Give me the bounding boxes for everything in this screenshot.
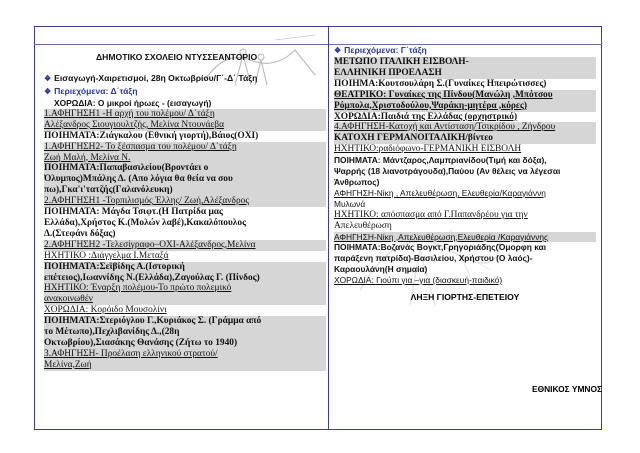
program-line: ΠΟΙΗΜΑΤΑ:Σεϊβίδης Α.(Ιστορική: [44, 262, 326, 273]
program-line: ΜΕΤΩΠΟ ΙΤΑΛΙΚΗ ΕΙΣΒΟΛΗ-: [334, 57, 596, 68]
program-line: ΕΛΛΗΝΙΚΗ ΠΡΟΕΛΑΣΗ: [334, 68, 596, 79]
program-line: το Μέτωπο),Πεχλιβανίδης Δ.,(28η: [44, 327, 326, 338]
program-line: ΗΧΗΤΙΚΟ: Έναρξη πολέμου-Το πρώτο πολεμικό: [44, 283, 326, 294]
program-line: ΗΧΗΤΙΚΟ:ραδιόφωνο-ΓΕΡΜΑΝΙΚΗ ΕΙΣΒΟΛΗ: [334, 144, 522, 155]
intro-bullet: ❖ Εισαγωγή-Χαιρετισμοί, 28η Οκτωβρίου/Γ΄-Δ΄ Τάξη: [44, 73, 258, 83]
program-line: 2.ΑΦΗΓΗΣΗ2 -Τελεσίγραφο–ΟΧΙ-Αλέξανδρος,Μελίνα: [44, 240, 326, 251]
right-column: [334, 44, 596, 302]
diamond-bullet-icon: ❖: [44, 87, 52, 96]
end-title: ΛΗΞΗ ΓΙΟΡΤΗΣ-ΕΠΕΤΕΙΟΥ: [410, 292, 520, 303]
program-line: παράξενη πατρίδα)-Βασιλείου, Χρήστου (Ο λαός)-: [334, 253, 533, 264]
program-line: ΧΟΡΩΔΙΑ: Ο μικροί ήρωες - (εισαγωγή): [54, 98, 212, 108]
program-line: 2.ΑΦΗΓΗΣΗ1 -Τορπιλισμός Έλλης/ Ζωή,Αλέξανδρος: [44, 196, 326, 207]
program-line: ανακοινωθέν: [44, 294, 326, 305]
contents-d-bullet: ❖ Περιεχόμενα: Δ΄τάξη: [44, 86, 138, 96]
program-line: Μυλωνά: [334, 198, 366, 209]
contents-c-bullet: ❖ Περιεχόμενα: Γ΄τάξη: [334, 45, 427, 55]
school-title: ΔΗΜΟΤΙΚΟ ΣΧΟΛΕΙΟ ΝΤΥΣΣΕΑΝΤΟΡΙΟ: [96, 52, 258, 62]
diamond-bullet-icon: ❖: [44, 74, 52, 83]
diamond-bullet-icon: ❖: [334, 46, 342, 55]
program-line: ΠΟΙΗΜΑΤΑ:Στεριόγλου Γ.,Κυριάκος Σ. (Γράμμα από: [44, 316, 326, 327]
program-line: Όλυμπος)Μπάλης Δ. (Απο λόγια θα θεία να σου: [44, 174, 326, 185]
program-line: Οκτωβρίου),Σιασάκης Θανάσης (Ζήτω το 1940): [44, 338, 326, 349]
left-column: [44, 72, 326, 371]
program-line: ΠΟΙΗΜΑΤΑ: Μάγδα Τσιφτ.(Η Πατρίδα μας: [44, 207, 223, 218]
national-anthem: ΕΘΝΙΚΟΣ ΥΜΝΟΣ: [532, 384, 603, 394]
program-line: 3.ΑΦΗΓΗΣΗ- Προέλαση ελληνικού στρατού/: [44, 349, 326, 360]
left-program-list: [44, 98, 326, 371]
program-line: ΘΕΑΤΡΙΚΟ: Γυναίκες της Πίνδου(Μανώλη ,Μπότσου: [334, 90, 596, 101]
program-line: πω),Γκα'ι'τατζής(Γαλανόλευκη): [44, 185, 326, 196]
program-line: Καραουλάνη(Η σημαία): [334, 264, 428, 275]
program-line: Αλέξανδρος Σιουγιουλτζής, Μελίνα Ντουνάεβα: [44, 120, 326, 131]
program-line: 4.ΑΦΗΓΗΣΗ-Κατοχή και Αντίσταση/Τσικρίδου , Ζήνδρου: [334, 122, 596, 133]
program-line: ΧΟΡΩΔΙΑ: Κορόιδο Μουσολίνι: [44, 305, 167, 316]
program-line: ΗΧΗΤΙΚΟ :Διάγγελμα Ι.Μεταξά: [44, 250, 169, 261]
program-line: ΠΟΙΗΜΑΤΑ:Παπαβασιλείου(Βροντάει ο: [44, 163, 326, 174]
program-line: ΚΑΤΟΧΗ ΓΕΡΜΑΝΟΙΤΑΛΙΚΗ/βίντεο: [334, 133, 596, 144]
right-program-list: [334, 57, 596, 286]
column-divider: [328, 26, 329, 430]
program-line: ΠΟΙΗΜΑ:Κουτσουλάρη Σ.(Γυναίκες Ηπειρώτισσες): [334, 78, 547, 89]
program-line: Ψαρρής (18 λιανοτράγουδα),Παύου (Αν θέλεις να λέγεσαι: [334, 166, 561, 177]
program-line: Ρόμπολα,Χριστοδούλου,Ψαράκη-μητέρα ,κόρες): [334, 101, 596, 112]
program-line: ΠΟΙΗΜΑΤΑ:Ζιάγκαλου (Εθνική γιορτή),Βάιος(ΟΧΙ): [44, 130, 259, 141]
program-line: επέτειος),Ιωαννίδης Ν.(Ελλάδα),Ζαγούλας Γ. (Πίνδος): [44, 273, 326, 284]
program-line: Άνθρωπος): [334, 176, 380, 187]
program-line: Ζωή Μαλή, Μελίνα Ν.: [44, 153, 326, 164]
program-line: Δ.(Στεφάνι δόξας): [44, 228, 116, 239]
program-line: ΗΧΗΤΙΚΟ: απόσπασμα από Γ.Παπανδρέου για την: [334, 209, 528, 220]
program-line: ΑΦΗΓΗΣΗ-Νίκη , Απελευθέρωση, Ελευθερία/Καραγιάννη: [334, 187, 546, 198]
program-line: 1.ΑΦΗΓΗΣΗ1 -Η αρχή του πολέμου/ Δ΄τάξη: [44, 109, 326, 120]
program-line: ΠΟΙΗΜΑΤΑ:Βοζανάς Βογκτ,Γρηγοριάδης(Όμορφη και: [334, 242, 547, 253]
program-line: ΠΟΙΗΜΑΤΑ: Μάντζαρος,Λαμπριανίδου(Τιμή και δόξα),: [334, 155, 547, 166]
program-line: Απελευθέρωση: [334, 220, 392, 231]
program-line: 1.ΑΦΗΓΗΣΗ2- Το ξέσπασμα του πολέμου/ Δ΄τάξη: [44, 142, 326, 153]
program-line: Μελίνα,Ζωή: [44, 360, 326, 371]
program-line: ΧΟΡΩΔΙΑ: Γιούπι για –για (διασκευή-παιδικό): [334, 275, 503, 286]
program-line: ΑΦΗΓΗΣΗ-Νίκη ,Απελευθέρωση,Ελευθερία /Καραγιάννης: [334, 232, 596, 243]
program-line: ΧΟΡΩΔΙΑ:Παιδιά της Ελλάδας (ορχηστρικό): [334, 111, 518, 122]
program-line: Ελλάδα),Χρήστος Κ.(Μολών λαβέ),Κακαλόπουλος: [44, 217, 247, 228]
